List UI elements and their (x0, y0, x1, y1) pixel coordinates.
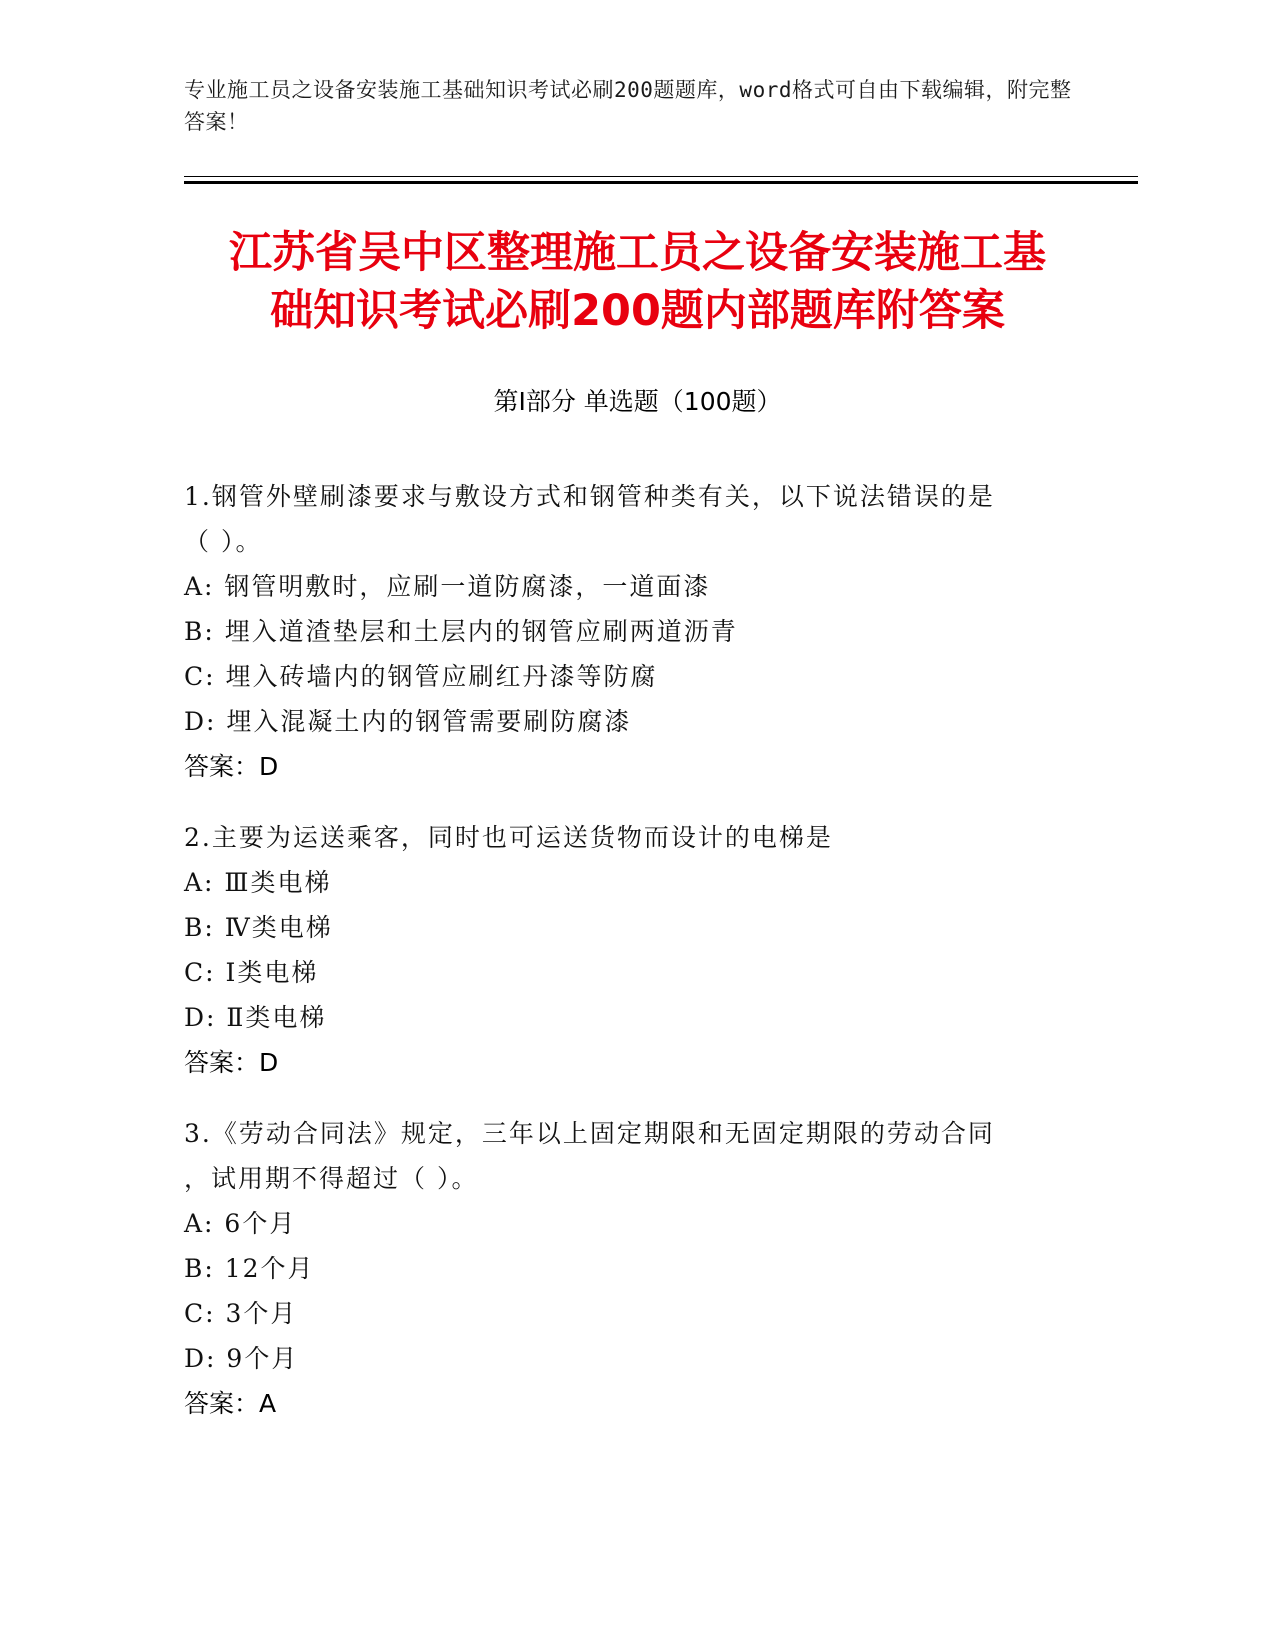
question-list (184, 474, 1064, 1452)
option-d: D: 9个月 (184, 1344, 299, 1373)
answer-label: 答案：D (184, 1048, 279, 1077)
header-divider-thin (184, 176, 1138, 177)
answer-label: 答案：A (184, 1389, 277, 1418)
question-3 (184, 1111, 1064, 1426)
answer-label: 答案：D (184, 752, 279, 781)
question-stem-continued: ，试用期不得超过（ ）。 (184, 1164, 479, 1193)
question-1 (184, 474, 1064, 789)
title-line-2: 础知识考试必刷200题内部题库附答案 (270, 286, 1005, 336)
option-d: D: Ⅱ类电梯 (184, 1003, 327, 1032)
option-b: B: 12个月 (184, 1254, 315, 1283)
question-stem: 1.钢管外壁刷漆要求与敷设方式和钢管种类有关，以下说法错误的是 (184, 482, 995, 511)
option-a: A: 钢管明敷时，应刷一道防腐漆，一道面漆 (184, 572, 711, 601)
option-b: B: Ⅳ类电梯 (184, 913, 333, 942)
header-note: 专业施工员之设备安装施工基础知识考试必刷200题题库，word格式可自由下载编辑，附完整答案！ (184, 78, 1072, 134)
header-divider-thick (184, 181, 1138, 184)
option-c: C: 3个月 (184, 1299, 298, 1328)
option-c: C: 埋入砖墙内的钢管应刷红丹漆等防腐 (184, 662, 658, 691)
question-2 (184, 815, 1064, 1085)
document-title (150, 224, 1125, 340)
option-d: D: 埋入混凝土内的钢管需要刷防腐漆 (184, 707, 632, 736)
section-heading: 第Ⅰ部分 单选题（100题） (493, 387, 782, 416)
question-stem-continued: （ ）。 (184, 527, 263, 556)
option-a: A: 6个月 (184, 1209, 297, 1238)
option-c: C: Ⅰ类电梯 (184, 958, 319, 987)
question-stem: 2.主要为运送乘客，同时也可运送货物而设计的电梯是 (184, 823, 833, 852)
option-a: A: Ⅲ类电梯 (184, 868, 332, 897)
question-stem: 3.《劳动合同法》规定，三年以上固定期限和无固定期限的劳动合同 (184, 1119, 995, 1148)
option-b: B: 埋入道渣垫层和土层内的钢管应刷两道沥青 (184, 617, 738, 646)
title-line-1: 江苏省吴中区整理施工员之设备安装施工基 (229, 228, 1046, 278)
